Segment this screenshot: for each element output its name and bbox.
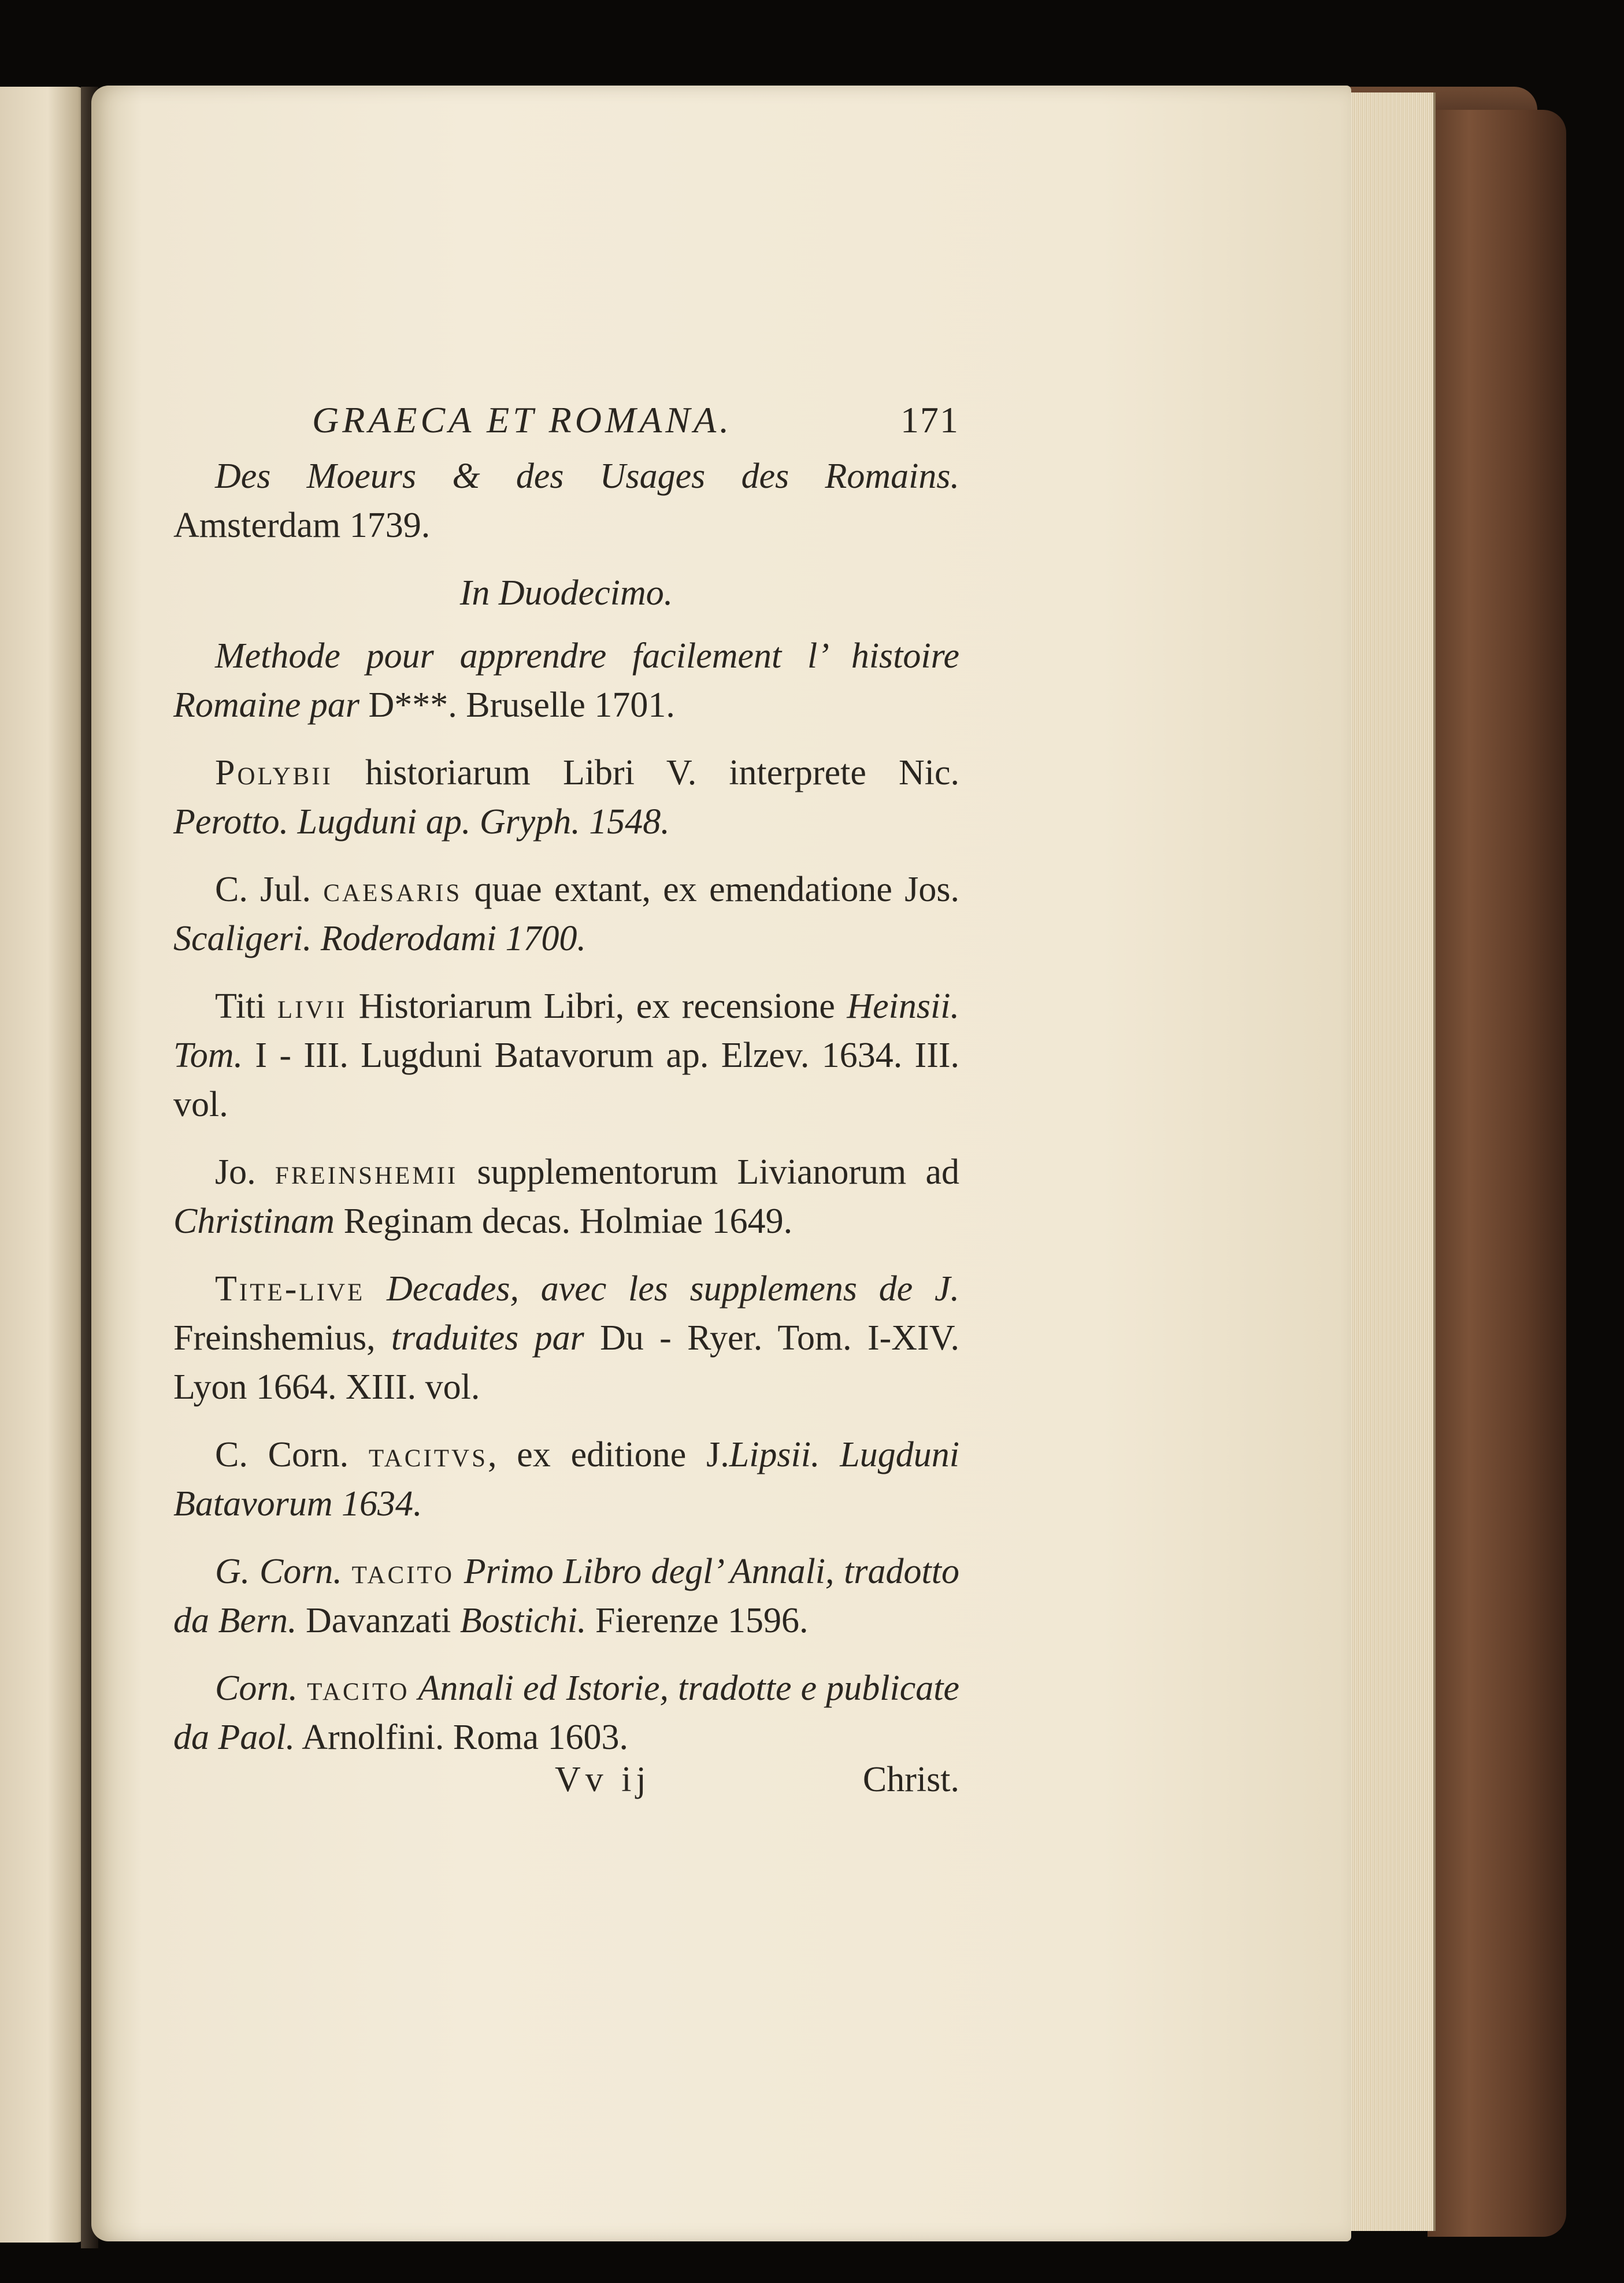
book-cover <box>1428 110 1566 2237</box>
bibliography-entry: C. Corn. tacitvs, ex editione J.Lipsii. Lugduni Batavorum 1634. <box>173 1435 959 1524</box>
page-number: 171 <box>900 399 959 440</box>
section-heading: In Duodecimo. <box>459 573 673 613</box>
running-head <box>312 399 959 445</box>
page-text <box>173 452 959 1781</box>
bibliography-entry: Corn. tacito Annali ed Istorie, tradotte e publicate da Paol. Arnolfini. Roma 1603. <box>173 1669 959 1757</box>
page-block-edge <box>1341 92 1436 2231</box>
signature-mark: Vv ij <box>555 1760 651 1799</box>
bibliography-entry: Jo. freinshemii supplementorum Livianorum ad Christinam Reginam decas. Holmiae 1649. <box>173 1152 959 1241</box>
bibliography-entry: Polybii historiarum Libri V. interprete Nic. Perotto. Lugduni ap. Gryph. 1548. <box>173 753 959 842</box>
bibliography-entry: Methode pour apprendre facilement l’ histoire Romaine par D***. Bruselle 1701. <box>173 636 959 725</box>
bibliography-entry: Titi livii Historiarum Libri, ex recensione Heinsii. Tom. I - III. Lugduni Batavorum ap. Elzev. 1634. III. vol. <box>173 987 959 1124</box>
bibliography-entry: Tite-live Decades, avec les supplemens de J. Freinshemius, traduites par Du - Ryer. Tom. I-XIV. Lyon 1664. XIII. vol. <box>173 1269 959 1407</box>
bibliography-entry: Des Moeurs & des Usages des Romains. Amsterdam 1739. <box>173 457 959 545</box>
running-head-title: GRAECA ET ROMANA. <box>312 399 733 440</box>
bibliography-entry: C. Jul. caesaris quae extant, ex emendatione Jos. Scaligeri. Roderodami 1700. <box>173 870 959 958</box>
left-page-edge <box>0 87 87 2243</box>
bibliography-entry: G. Corn. tacito Primo Libro degl’ Annali, tradotto da Bern. Davanzati Bostichi. Fierenze 1596. <box>173 1552 960 1640</box>
catchword: Christ. <box>862 1760 959 1799</box>
page-footer <box>173 1759 959 1809</box>
